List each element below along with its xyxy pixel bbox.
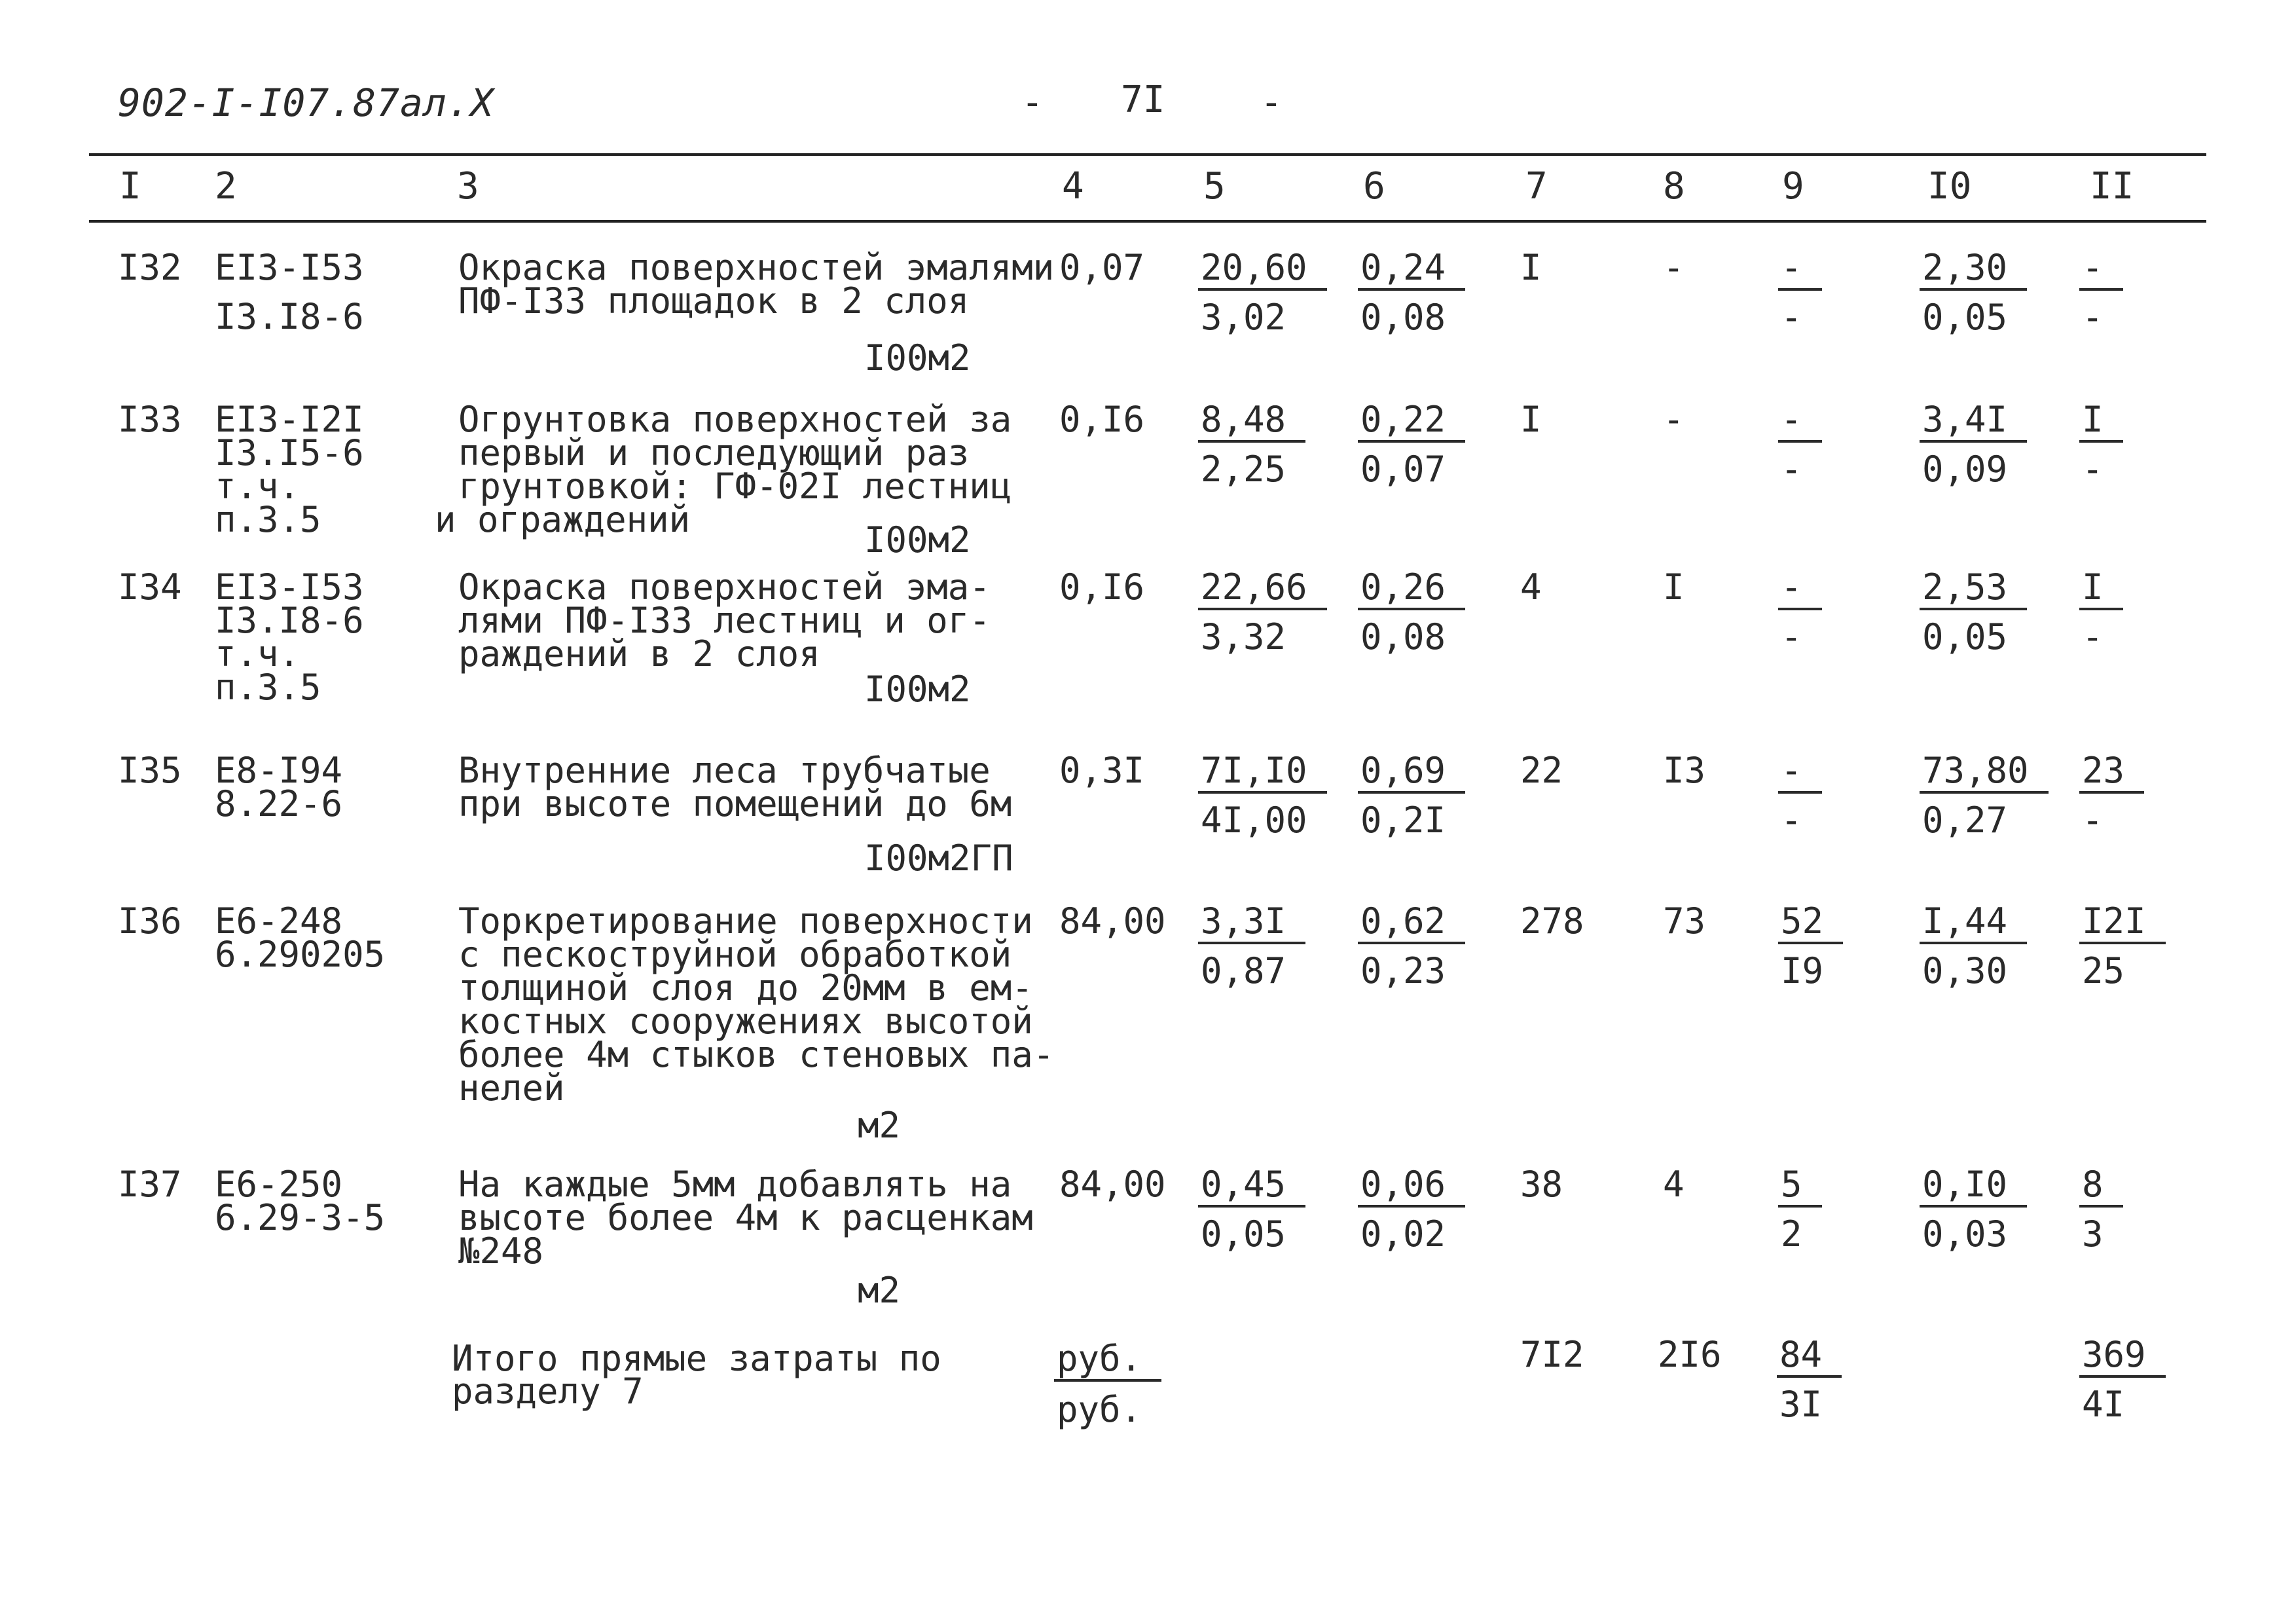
work-description-line: ПФ-I33 площадок в 2 слоя: [458, 280, 970, 322]
col9-value-bottom: -: [1781, 297, 1802, 338]
column-header-10: I0: [1927, 165, 1972, 208]
row-number: I33: [118, 399, 182, 440]
column-header-9: 9: [1782, 165, 1804, 208]
col11-value-top: I2I: [2082, 900, 2146, 942]
work-description-line: с пескоструйной обработкой: [458, 934, 1012, 975]
total-col9-bottom: 3I: [1779, 1384, 1823, 1425]
total-label-line-1: Итого прямые затраты по: [452, 1338, 941, 1379]
total-wage: -: [1663, 399, 1685, 440]
col11-value-bottom: 3: [2082, 1213, 2104, 1255]
quantity: 84,00: [1059, 1164, 1166, 1205]
unit-cost-top: 0,45: [1201, 1164, 1286, 1205]
table-header-rule: [89, 220, 2206, 223]
page-number: 7I: [1121, 79, 1165, 121]
column-header-11: II: [2090, 165, 2134, 208]
unit-cost-top: 3,3I: [1201, 900, 1286, 942]
work-description-line: Внутренние леса трубчатые: [458, 750, 991, 791]
col9-value-bottom: -: [1781, 616, 1802, 657]
page-dash-left: -: [1021, 81, 1044, 124]
col10-value-top: 0,I0: [1922, 1164, 2008, 1205]
row-number: I36: [118, 900, 182, 942]
col10-value-bottom: 0,03: [1922, 1213, 2008, 1255]
unit-cost-bottom: 4I,00: [1201, 800, 1307, 841]
table-top-rule: [89, 153, 2206, 156]
unit-cost-bottom: 0,87: [1201, 950, 1286, 991]
col9-value-top: -: [1781, 566, 1802, 608]
work-description-line: лями ПФ-I33 лестниц и ог-: [458, 600, 991, 641]
col9-value-bottom: 2: [1781, 1213, 1802, 1255]
measure-unit: I00м2: [864, 669, 971, 710]
col9-value-top: 52: [1781, 900, 1824, 942]
col11-value-bottom: -: [2082, 616, 2104, 657]
total-cost: 278: [1520, 900, 1584, 942]
document-code: 902-I-I07.87ал.X: [118, 81, 494, 125]
measure-unit: I00м2: [864, 337, 971, 378]
total-wage: -: [1663, 247, 1685, 288]
row-number: I34: [118, 566, 182, 608]
measure-unit: м2: [858, 1105, 901, 1146]
work-description-line: Торкретирование поверхности: [458, 900, 1033, 942]
col9-value-top: -: [1781, 247, 1802, 288]
total-label-line-2: разделу 7: [452, 1371, 644, 1412]
column-header-6: 6: [1363, 165, 1385, 208]
quantity: 84,00: [1059, 900, 1166, 942]
total-cost: I: [1520, 247, 1542, 288]
col11-value-top: 23: [2082, 750, 2125, 791]
wage-cost-bottom: 0,08: [1360, 616, 1446, 657]
work-description-line: при высоте помещений до 6м: [458, 783, 1012, 824]
work-description-line: раждений в 2 слоя: [458, 633, 820, 674]
rate-code: 6.290205: [215, 934, 386, 975]
wage-cost-top: 0,06: [1360, 1164, 1446, 1205]
wage-cost-bottom: 0,23: [1360, 950, 1446, 991]
unit-cost-bottom: 3,02: [1201, 297, 1286, 338]
total-cost: 22: [1520, 750, 1563, 791]
col10-value-top: 2,53: [1922, 566, 2008, 608]
quantity: 0,I6: [1059, 566, 1145, 608]
measure-unit: I00м2ГП: [864, 838, 1013, 879]
total-wage: I3: [1663, 750, 1706, 791]
unit-cost-top: 8,48: [1201, 399, 1286, 440]
wage-cost-top: 0,62: [1360, 900, 1446, 942]
col11-value-top: -: [2082, 247, 2104, 288]
total-cost: 4: [1520, 566, 1542, 608]
wage-cost-bottom: 0,08: [1360, 297, 1446, 338]
total-col8: 2I6: [1658, 1334, 1722, 1375]
column-header-4: 4: [1062, 165, 1084, 208]
rate-code: т.ч.: [215, 466, 301, 507]
wage-cost-bottom: 0,07: [1360, 449, 1446, 490]
column-header-3: 3: [457, 165, 479, 208]
unit-cost-bottom: 0,05: [1201, 1213, 1286, 1255]
rate-code: E6-250: [215, 1164, 343, 1205]
col9-value-top: -: [1781, 750, 1802, 791]
col11-value-top: I: [2082, 399, 2104, 440]
wage-cost-top: 0,26: [1360, 566, 1446, 608]
total-cost: I: [1520, 399, 1542, 440]
total-col9-top: 84: [1779, 1334, 1823, 1375]
col11-value-top: I: [2082, 566, 2104, 608]
col10-value-bottom: 0,05: [1922, 297, 2008, 338]
rate-code: EI3-I53: [215, 247, 364, 288]
unit-cost-top: 7I,I0: [1201, 750, 1307, 791]
row-number: I32: [118, 247, 182, 288]
work-description-line: нелей: [458, 1067, 565, 1109]
work-description-line: На каждые 5мм добавлять на: [458, 1164, 1012, 1205]
col11-value-top: 8: [2082, 1164, 2104, 1205]
work-description-line: грунтовкой: ГФ-02I лестниц: [458, 466, 1012, 507]
col11-value-bottom: -: [2082, 449, 2104, 490]
wage-cost-top: 0,22: [1360, 399, 1446, 440]
rate-code: EI3-I53: [215, 566, 364, 608]
col9-value-bottom: -: [1781, 800, 1802, 841]
quantity: 0,07: [1059, 247, 1145, 288]
work-description-line: Окраска поверхностей эма-: [458, 566, 991, 608]
rate-code: EI3-I2I: [215, 399, 364, 440]
col10-value-bottom: 0,27: [1922, 800, 2008, 841]
total-wage: 4: [1663, 1164, 1685, 1205]
wage-cost-top: 0,24: [1360, 247, 1446, 288]
total-wage: I: [1663, 566, 1685, 608]
rate-code: I3.I5-6: [215, 432, 364, 473]
work-description-line: высоте более 4м к расценкам: [458, 1197, 1033, 1238]
unit-cost-bottom: 2,25: [1201, 449, 1286, 490]
measure-unit: I00м2: [864, 519, 971, 561]
wage-cost-top: 0,69: [1360, 750, 1446, 791]
measure-unit: м2: [858, 1270, 901, 1311]
work-description-line: более 4м стыков стеновых па-: [458, 1034, 1055, 1075]
row-number: I35: [118, 750, 182, 791]
col10-value-top: I,44: [1922, 900, 2008, 942]
col11-value-bottom: -: [2082, 800, 2104, 841]
work-description-line: толщиной слоя до 20мм в ем-: [458, 967, 1033, 1008]
total-unit-bottom: руб.: [1057, 1389, 1142, 1430]
column-header-1: I: [119, 165, 141, 208]
wage-cost-bottom: 0,2I: [1360, 800, 1446, 841]
column-header-7: 7: [1525, 165, 1548, 208]
rate-code: E8-I94: [215, 750, 343, 791]
col10-value-bottom: 0,05: [1922, 616, 2008, 657]
col9-value-bottom: -: [1781, 449, 1802, 490]
col10-value-bottom: 0,09: [1922, 449, 2008, 490]
work-description-line: костных сооружениях высотой: [458, 1001, 1033, 1042]
quantity: 0,I6: [1059, 399, 1145, 440]
column-header-8: 8: [1663, 165, 1685, 208]
wage-cost-bottom: 0,02: [1360, 1213, 1446, 1255]
rate-code: 6.29-3-5: [215, 1197, 386, 1238]
col10-value-top: 73,80: [1922, 750, 2029, 791]
col10-value-top: 3,4I: [1922, 399, 2008, 440]
col9-value-top: -: [1781, 399, 1802, 440]
total-cost: 38: [1520, 1164, 1563, 1205]
total-unit-top: руб.: [1057, 1338, 1142, 1379]
total-col11-top: 369: [2082, 1334, 2146, 1375]
rate-code: I3.I8-6: [215, 600, 364, 641]
rate-code: т.ч.: [215, 633, 301, 674]
col11-value-bottom: 25: [2082, 950, 2125, 991]
total-col11-bottom: 4I: [2082, 1384, 2125, 1425]
work-description-line: и ограждений: [435, 499, 691, 540]
work-description-line: первый и последующий раз: [458, 432, 970, 473]
unit-cost-top: 22,66: [1201, 566, 1307, 608]
col11-value-bottom: -: [2082, 297, 2104, 338]
col9-value-top: 5: [1781, 1164, 1802, 1205]
page-dash-right: -: [1260, 81, 1283, 124]
rate-code: I3.I8-6: [215, 296, 364, 337]
rate-code: 8.22-6: [215, 783, 343, 824]
rate-code: п.3.5: [215, 499, 321, 540]
rate-code: п.3.5: [215, 667, 321, 708]
col9-value-bottom: I9: [1781, 950, 1824, 991]
work-description-line: №248: [458, 1230, 544, 1272]
column-header-5: 5: [1203, 165, 1226, 208]
rate-code: E6-248: [215, 900, 343, 942]
unit-cost-top: 20,60: [1201, 247, 1307, 288]
col10-value-top: 2,30: [1922, 247, 2008, 288]
total-col7: 7I2: [1520, 1334, 1584, 1375]
total-wage: 73: [1663, 900, 1706, 942]
col10-value-bottom: 0,30: [1922, 950, 2008, 991]
row-number: I37: [118, 1164, 182, 1205]
quantity: 0,3I: [1059, 750, 1145, 791]
column-header-2: 2: [215, 165, 237, 208]
work-description-line: Окраска поверхностей эмалями: [458, 247, 1055, 288]
unit-cost-bottom: 3,32: [1201, 616, 1286, 657]
work-description-line: Огрунтовка поверхностей за: [458, 399, 1012, 440]
